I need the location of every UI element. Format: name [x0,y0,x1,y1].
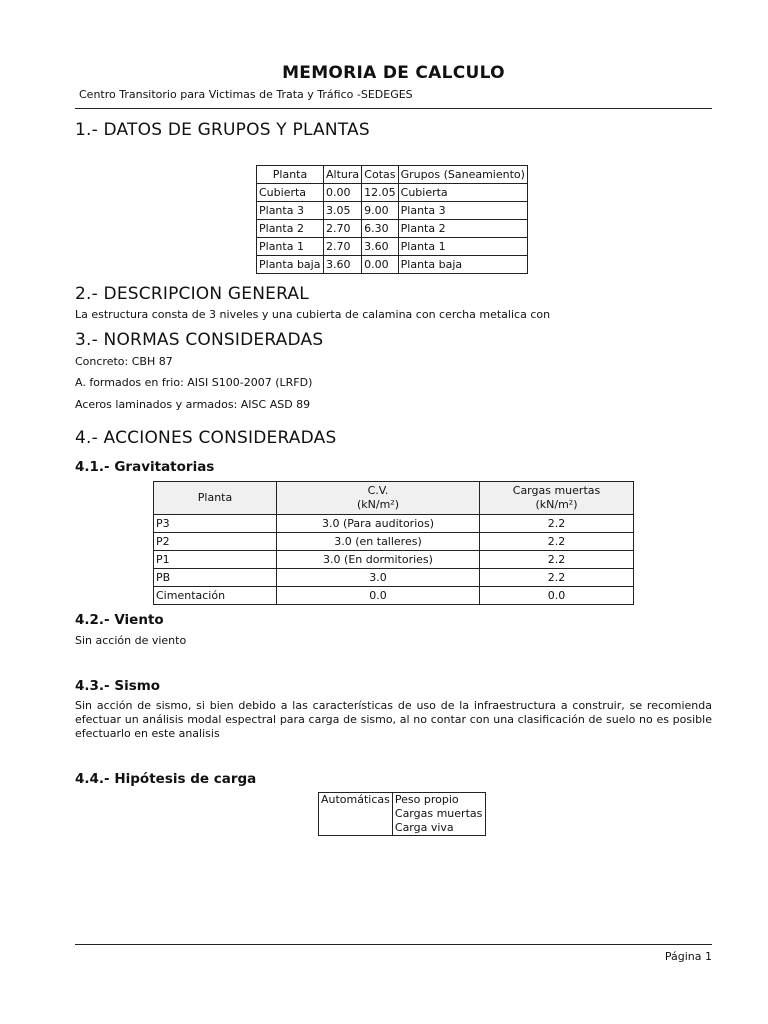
table-row [154,569,634,587]
norma-item: Concreto: CBH 87 [75,355,173,368]
hipotesis-item: Cargas muertas [394,807,483,820]
table-row [257,256,528,274]
table-cell: 2.70 [324,238,362,256]
table-cell: 2.70 [324,220,362,238]
table-row [257,184,528,202]
norma-item: Aceros laminados y armados: AISC ASD 89 [75,398,311,411]
table-cell: 3.0 (En dormitories) [277,551,480,569]
table-cell: 3.0 [277,569,480,587]
table-cell: Planta 1 [257,238,324,256]
table-cell: P2 [154,533,277,551]
table-cell: 3.60 [362,238,399,256]
section-4-3-heading: 4.3.- Sismo [75,678,161,694]
table-cell: 2.2 [480,569,634,587]
gravitatorias-table [153,481,634,605]
hipotesis-item: Peso propio [394,793,459,806]
table-header-row [154,482,634,515]
table-cell: 2.2 [480,533,634,551]
table-cell: 12.05 [362,184,399,202]
header-divider [75,108,712,109]
page-number: Página 1 [664,950,712,963]
table-cell: 0.0 [480,587,634,605]
footer-divider [75,944,712,945]
header-cv-line2: (kN/m²) [356,498,399,511]
table-cell: Planta baja [398,256,527,274]
table-header-cell: Cotas [362,166,399,184]
header-cv-line1: C.V. [367,484,389,497]
table-row [154,533,634,551]
table-row [257,238,528,256]
document-subtitle: Centro Transitorio para Victimas de Trata y Tráfico -SEDEGES [79,88,413,101]
hipotesis-item: Carga viva [394,821,454,834]
table-row [319,793,486,836]
table-cell: Planta baja [257,256,324,274]
table-cell: 6.30 [362,220,399,238]
table-row [257,202,528,220]
table-row [154,587,634,605]
table-cell: 9.00 [362,202,399,220]
viento-text: Sin acción de viento [75,634,187,647]
table-cell: Planta 3 [398,202,527,220]
table-cell: 3.05 [324,202,362,220]
hipotesis-table [318,792,486,836]
document-title: MEMORIA DE CALCULO [282,63,505,83]
table-header-row [257,166,528,184]
table-cell: Cubierta [398,184,527,202]
table-cell: 2.2 [480,515,634,533]
table-header-cell: Grupos (Saneamiento) [398,166,527,184]
table-header-cell [480,482,634,515]
section-4-1-heading: 4.1.- Gravitatorias [75,459,215,475]
table-cell: Planta 2 [257,220,324,238]
header-cm-line2: (kN/m²) [535,498,578,511]
table-cell: 3.0 (Para auditorios) [277,515,480,533]
header-planta: Planta [197,491,233,504]
section-4-2-heading: 4.2.- Viento [75,612,164,628]
table-header-cell: Altura [324,166,362,184]
section-4-4-heading: 4.4.- Hipótesis de carga [75,771,257,787]
table-cell: PB [154,569,277,587]
section-4-heading: 4.- ACCIONES CONSIDERADAS [75,428,337,448]
section-2-text: La estructura consta de 3 niveles y una cubierta de calamina con cercha metalica con [75,308,551,321]
table-header-cell: Planta [257,166,324,184]
table-row [154,551,634,569]
section-1-heading: 1.- DATOS DE GRUPOS Y PLANTAS [75,120,370,140]
table-row [154,515,634,533]
hipotesis-label: Automáticas [319,793,393,836]
table-header-cell [154,482,277,515]
table-row [257,220,528,238]
header-cm-line1: Cargas muertas [512,484,601,497]
section-3-heading: 3.- NORMAS CONSIDERADAS [75,330,324,350]
table-cell: 0.00 [324,184,362,202]
hipotesis-items [392,793,485,836]
section-2-heading: 2.- DESCRIPCION GENERAL [75,284,309,304]
table-cell: Planta 1 [398,238,527,256]
table-cell: P3 [154,515,277,533]
table-cell: 2.2 [480,551,634,569]
table-cell: 0.00 [362,256,399,274]
norma-item: A. formados en frio: AISI S100-2007 (LRFD) [75,376,313,389]
table-cell: Planta 2 [398,220,527,238]
table-header-cell [277,482,480,515]
sismo-text: Sin acción de sismo, si bien debido a las características de uso de la infraestructura a construir, se recomienda efectuar un análisis modal espectral para carga de sismo, al no contar con una clasificación de suelo no es posible efectuarlo en este analisis [75,699,712,740]
table-cell: Cimentación [154,587,277,605]
plantas-table [256,165,528,274]
table-cell: 3.60 [324,256,362,274]
table-cell: P1 [154,551,277,569]
table-cell: Planta 3 [257,202,324,220]
table-cell: 0.0 [277,587,480,605]
table-cell: Cubierta [257,184,324,202]
table-cell: 3.0 (en talleres) [277,533,480,551]
